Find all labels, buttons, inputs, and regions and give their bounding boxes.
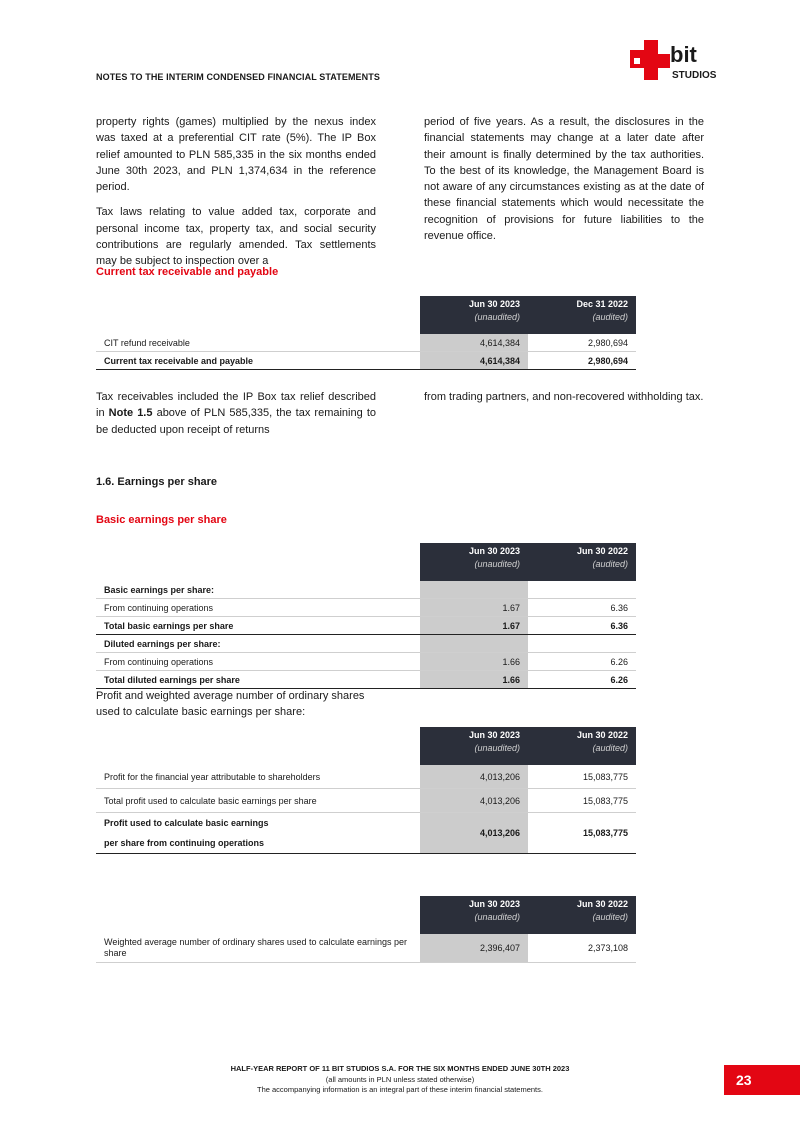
page-header-title: NOTES TO THE INTERIM CONDENSED FINANCIAL STATEMENTS	[96, 72, 380, 82]
tax-receivables-note-right: from trading partners, and non-recovered withholding tax.	[424, 391, 704, 403]
table-row: Basic earnings per share:	[96, 581, 636, 599]
current-tax-table	[96, 296, 636, 370]
inspection-paragraph: period of five years. As a result, the disclosures in the financial statements may change at a later date after their amount is finally determined by the tax authorities. To the best of its knowledge, the Management Board is not aware of any circumstances existing as at the date of these financial statements which would necessitate the recognition of provisions for future liabilities to the revenue office.	[424, 116, 704, 243]
table-row: Weighted average number of ordinary shares used to calculate earnings per share 2,396,407 2,373,108	[96, 934, 636, 963]
profit-table	[96, 727, 636, 854]
col-header-jun-2022: Jun 30 2022 (audited)	[528, 896, 636, 934]
table-row-total: Total diluted earnings per share 1.66 6.26	[96, 671, 636, 689]
footer-currency-note: (all amounts in PLN unless stated otherwise)	[325, 1074, 475, 1084]
table-row: Diluted earnings per share:	[96, 635, 636, 653]
footer-disclaimer: The accompanying information is an integral part of these interim financial statements.	[257, 1085, 543, 1094]
11-bit-studios-logo	[630, 40, 717, 86]
intro-left-column	[96, 114, 376, 279]
col-header-dec-2022: Dec 31 2022 (audited)	[528, 296, 636, 334]
tax-receivables-note-left: Tax receivables included the IP Box tax relief described in Note 1.5 above of PLN 585,335, the tax remaining to be deducted upon receipt of returns	[96, 391, 376, 436]
table-row: Total profit used to calculate basic earnings per share 4,013,206 15,083,775	[96, 789, 636, 813]
svg-text:STUDIOS: STUDIOS	[672, 70, 717, 81]
page-footer	[200, 1064, 600, 1096]
eps-table	[96, 543, 636, 689]
col-header-jun-2023: Jun 30 2023 (unaudited)	[420, 296, 528, 334]
table-row: From continuing operations 1.66 6.26	[96, 653, 636, 671]
tax-laws-paragraph: Tax laws relating to value added tax, corporate and personal income tax, property tax, and social security contributions are regularly amended. Tax settlements may be subject to inspection over a	[96, 206, 376, 268]
eps-section-heading: 1.6. Earnings per share	[96, 476, 218, 488]
table-row-total: Profit used to calculate basic earnings per share from continuing operations 4,013,206 15,083,775	[96, 813, 636, 854]
col-header-jun-2023: Jun 30 2023 (unaudited)	[420, 896, 528, 934]
table-row-total: Total basic earnings per share 1.67 6.36	[96, 617, 636, 635]
table-row: Profit for the financial year attributable to shareholders 4,013,206 15,083,775	[96, 765, 636, 789]
shares-table	[96, 896, 636, 963]
svg-text:bit: bit	[670, 42, 697, 67]
current-tax-heading: Current tax receivable and payable	[96, 266, 279, 278]
table-row: From continuing operations 1.67 6.36	[96, 599, 636, 617]
basic-eps-heading: Basic earnings per share	[96, 514, 227, 526]
table-row: CIT refund receivable 4,614,384 2,980,694	[96, 334, 636, 352]
col-header-jun-2023: Jun 30 2023 (unaudited)	[420, 727, 528, 765]
intro-right-column	[424, 114, 704, 253]
page-number: 23	[724, 1065, 800, 1095]
table-row-total: Current tax receivable and payable 4,614,384 2,980,694	[96, 352, 636, 370]
col-header-jun-2022: Jun 30 2022 (audited)	[528, 727, 636, 765]
footer-report-title: HALF-YEAR REPORT OF 11 BIT STUDIOS S.A. FOR THE SIX MONTHS ENDED JUNE 30TH 2023	[230, 1064, 570, 1073]
profit-intro-text: Profit and weighted average number of ordinary shares used to calculate basic earnings per share:	[96, 690, 365, 719]
ip-box-paragraph: property rights (games) multiplied by the nexus index was taxed at a preferential CIT rate (5%). The IP Box relief amounted to PLN 585,335 in the six months ended June 30th 2023, and PLN 1,374,634 in the reference period.	[96, 116, 376, 194]
col-header-jun-2023: Jun 30 2023 (unaudited)	[420, 543, 528, 581]
col-header-jun-2022: Jun 30 2022 (audited)	[528, 543, 636, 581]
